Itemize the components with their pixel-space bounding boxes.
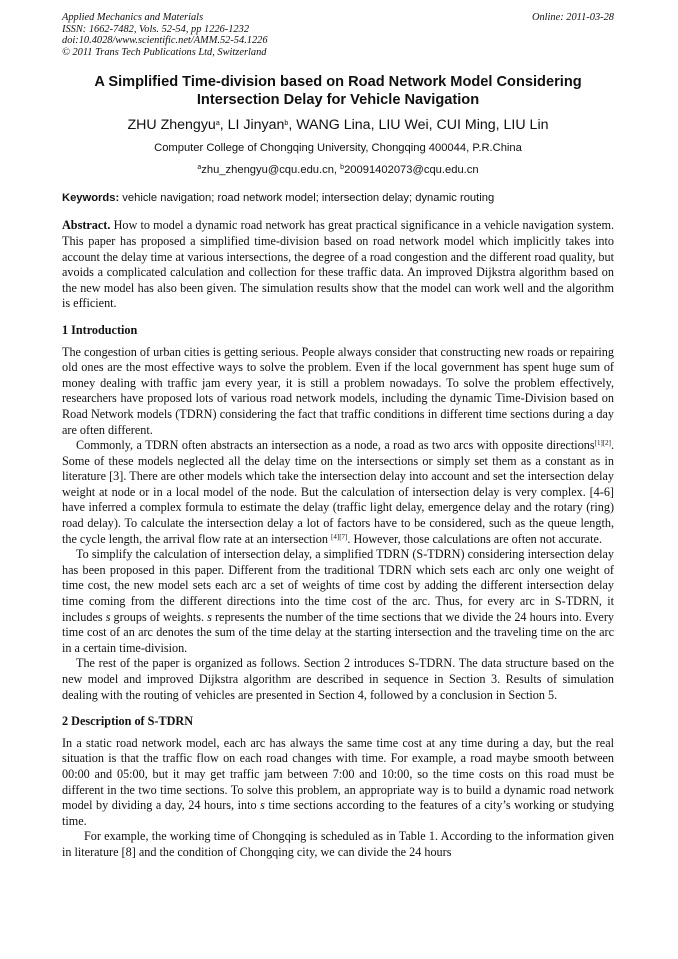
var-s: s xyxy=(105,609,111,624)
author-1-sup: a xyxy=(215,120,220,128)
var-s: s xyxy=(260,798,265,813)
author-emails xyxy=(62,163,614,177)
affiliation: Computer College of Chongqing University, Chongqing 400044, P.R.China xyxy=(154,142,522,155)
section-1-para-4: The rest of the paper is organized as follows. Section 2 introduces S-TDRN. The data structure based on the new model and improved Dijkstra algorithm are described in sequence in Section 3. Results of simulation dealing with the routing of vehicles are presented in Section 4, followed by a conclusion in Section 5. xyxy=(62,656,614,702)
other-authors: , WANG Lina, LIU Wei, CUI Ming, LIU Lin xyxy=(288,117,549,134)
journal-name: Applied Mechanics and Materials xyxy=(62,12,204,23)
var-s: s xyxy=(207,609,212,624)
author-2: LI Jinyan xyxy=(227,117,285,134)
author-1: ZHU Zhengyu xyxy=(127,117,216,134)
para-3-text-c: represents the number of the time sections that we divide the 24 hours into. Every time cost of an arc denotes the sum of the time delay at the starting intersection and the traveling time on the arc in a certain time-division. xyxy=(62,609,614,655)
s2-para-1-text-b: time sections according to the features of a city’s working or studying time. xyxy=(62,798,614,828)
section-1-para-2 xyxy=(62,438,614,547)
email-b-sup: b xyxy=(340,164,345,172)
author-2-sup: b xyxy=(284,120,289,128)
abstract-text: How to model a dynamic road network has great practical significance in a vehicle navigation system. This paper has proposed a simplified time-division based on road network model which implicitly takes into account the delay time at various intersections, the degree of a road congestion and the different road quality, but avoids a complicated calculation and collection for these traffic data. An improved Dijkstra algorithm based on the new model has also been given. The simulation results show that the model can work well and the algorithm is efficient. xyxy=(62,218,614,311)
keywords-label: Keywords: xyxy=(62,192,120,205)
section-1-para-3 xyxy=(62,547,614,656)
para-3-text-b: groups of weights. xyxy=(110,609,208,624)
para-2-text-a: Commonly, a TDRN often abstracts an intersection as a node, a road as two arcs with opposite directions xyxy=(76,438,595,453)
abstract xyxy=(62,218,614,312)
doi-line: doi:10.4028/www.scientific.net/AMM.52-54.1226 xyxy=(62,35,268,47)
journal-header xyxy=(62,12,614,58)
citation-4-7: [4][7] xyxy=(331,532,348,541)
para-3-text-a: To simplify the calculation of intersection delay, a simplified TDRN (S-TDRN) considering intersection delay has been proposed in this paper. Different from the traditional TDRN which sets each arc only one weight of time cost, the new model sets each arc a set of weights of time cost by adding the different intersection delay time coming from the different directions into the time cost of the arc. Thus, for every arc in S-TDRN, it includes xyxy=(62,547,614,624)
abstract-label: Abstract. xyxy=(62,218,111,233)
section-2-para-2: For example, the working time of Chongqing is scheduled as in Table 1. According to the information given in literature [8] and the condition of Chongqing city, we can divide the 24 hours xyxy=(62,829,614,859)
email-a-sup: a xyxy=(197,164,202,172)
para-2-text-b: . Some of these models neglected all the delay time on the intersections or simply set them as a constant as in literature [3]. There are other models which take the intersection delay into account and set the intersection delay weight at node or in a local model of the node. But the calculation of intersection delay is very complex. [4-6] have inferred a complex formula to estimate the delay (traffic light delay, emergence delay and the rotary (ring) road delay). To calculate the intersection delay a lot of factors have to be considered, such as the queue length, the cycle length, the arrival flow rate at an intersection xyxy=(62,438,614,546)
section-1-para-1: The congestion of urban cities is getting serious. People always consider that constructing new roads or repairing old ones are the most effective ways to solve the problem. Even if the local government has spent huge sum of money dealing with traffic jam every year, it is still a problem nowadays. To solve the problem effectively, researchers have proposed lots of various road network models, including the dynamic Time-Division based on Road Network models (TDRN) considering the fact that traffic conditions in different time sections during a day are often different. xyxy=(62,344,614,437)
author-list: ZHU Zhengyu$^a$, LI Jinyan$^b$, WANG Lina, LIU Wei, CUI Ming, LIU Lin xyxy=(127,117,549,134)
paper-title: A Simplified Time-division based on Road Network Model Considering Intersection Delay for Vehicle Navigation xyxy=(94,74,582,109)
copyright-line: © 2011 Trans Tech Publications Ltd, Switzerland xyxy=(62,46,267,58)
section-2-heading: 2 Description of S-TDRN xyxy=(62,714,194,729)
section-2-para-1 xyxy=(62,736,614,830)
para-2-text-c: . However, those calculations are often not accurate. xyxy=(347,531,603,546)
section-1-heading: 1 Introduction xyxy=(62,322,138,337)
issn-line: ISSN: 1662-7482, Vols. 52-54, pp 1226-1232 xyxy=(62,23,250,35)
online-date: Online: 2011-03-28 xyxy=(531,12,614,23)
keywords xyxy=(62,191,614,205)
s2-para-1-text-a: In a static road network model, each arc has always the same time cost at any time during a day, but the real situation is that the traffic flow on each road changes with time. For example, a road maybe smooth between 00:00 and 05:00, but it may get traffic jam between 7:00 and 10:00, so the time costs on this road must be different in the two time sections. To solve this problem, an appropriate way is to build a dynamic road network model by dividing a day, 24 hours, into xyxy=(62,735,614,813)
keywords-text: vehicle navigation; road network model; intersection delay; dynamic routing xyxy=(119,192,495,205)
email-a: zhu_zhengyu@cqu.edu.cn, xyxy=(201,164,341,177)
citation-1-2: [1][2] xyxy=(594,439,611,448)
email-b: 20091402073@cqu.edu.cn xyxy=(344,164,479,177)
page xyxy=(62,12,614,861)
